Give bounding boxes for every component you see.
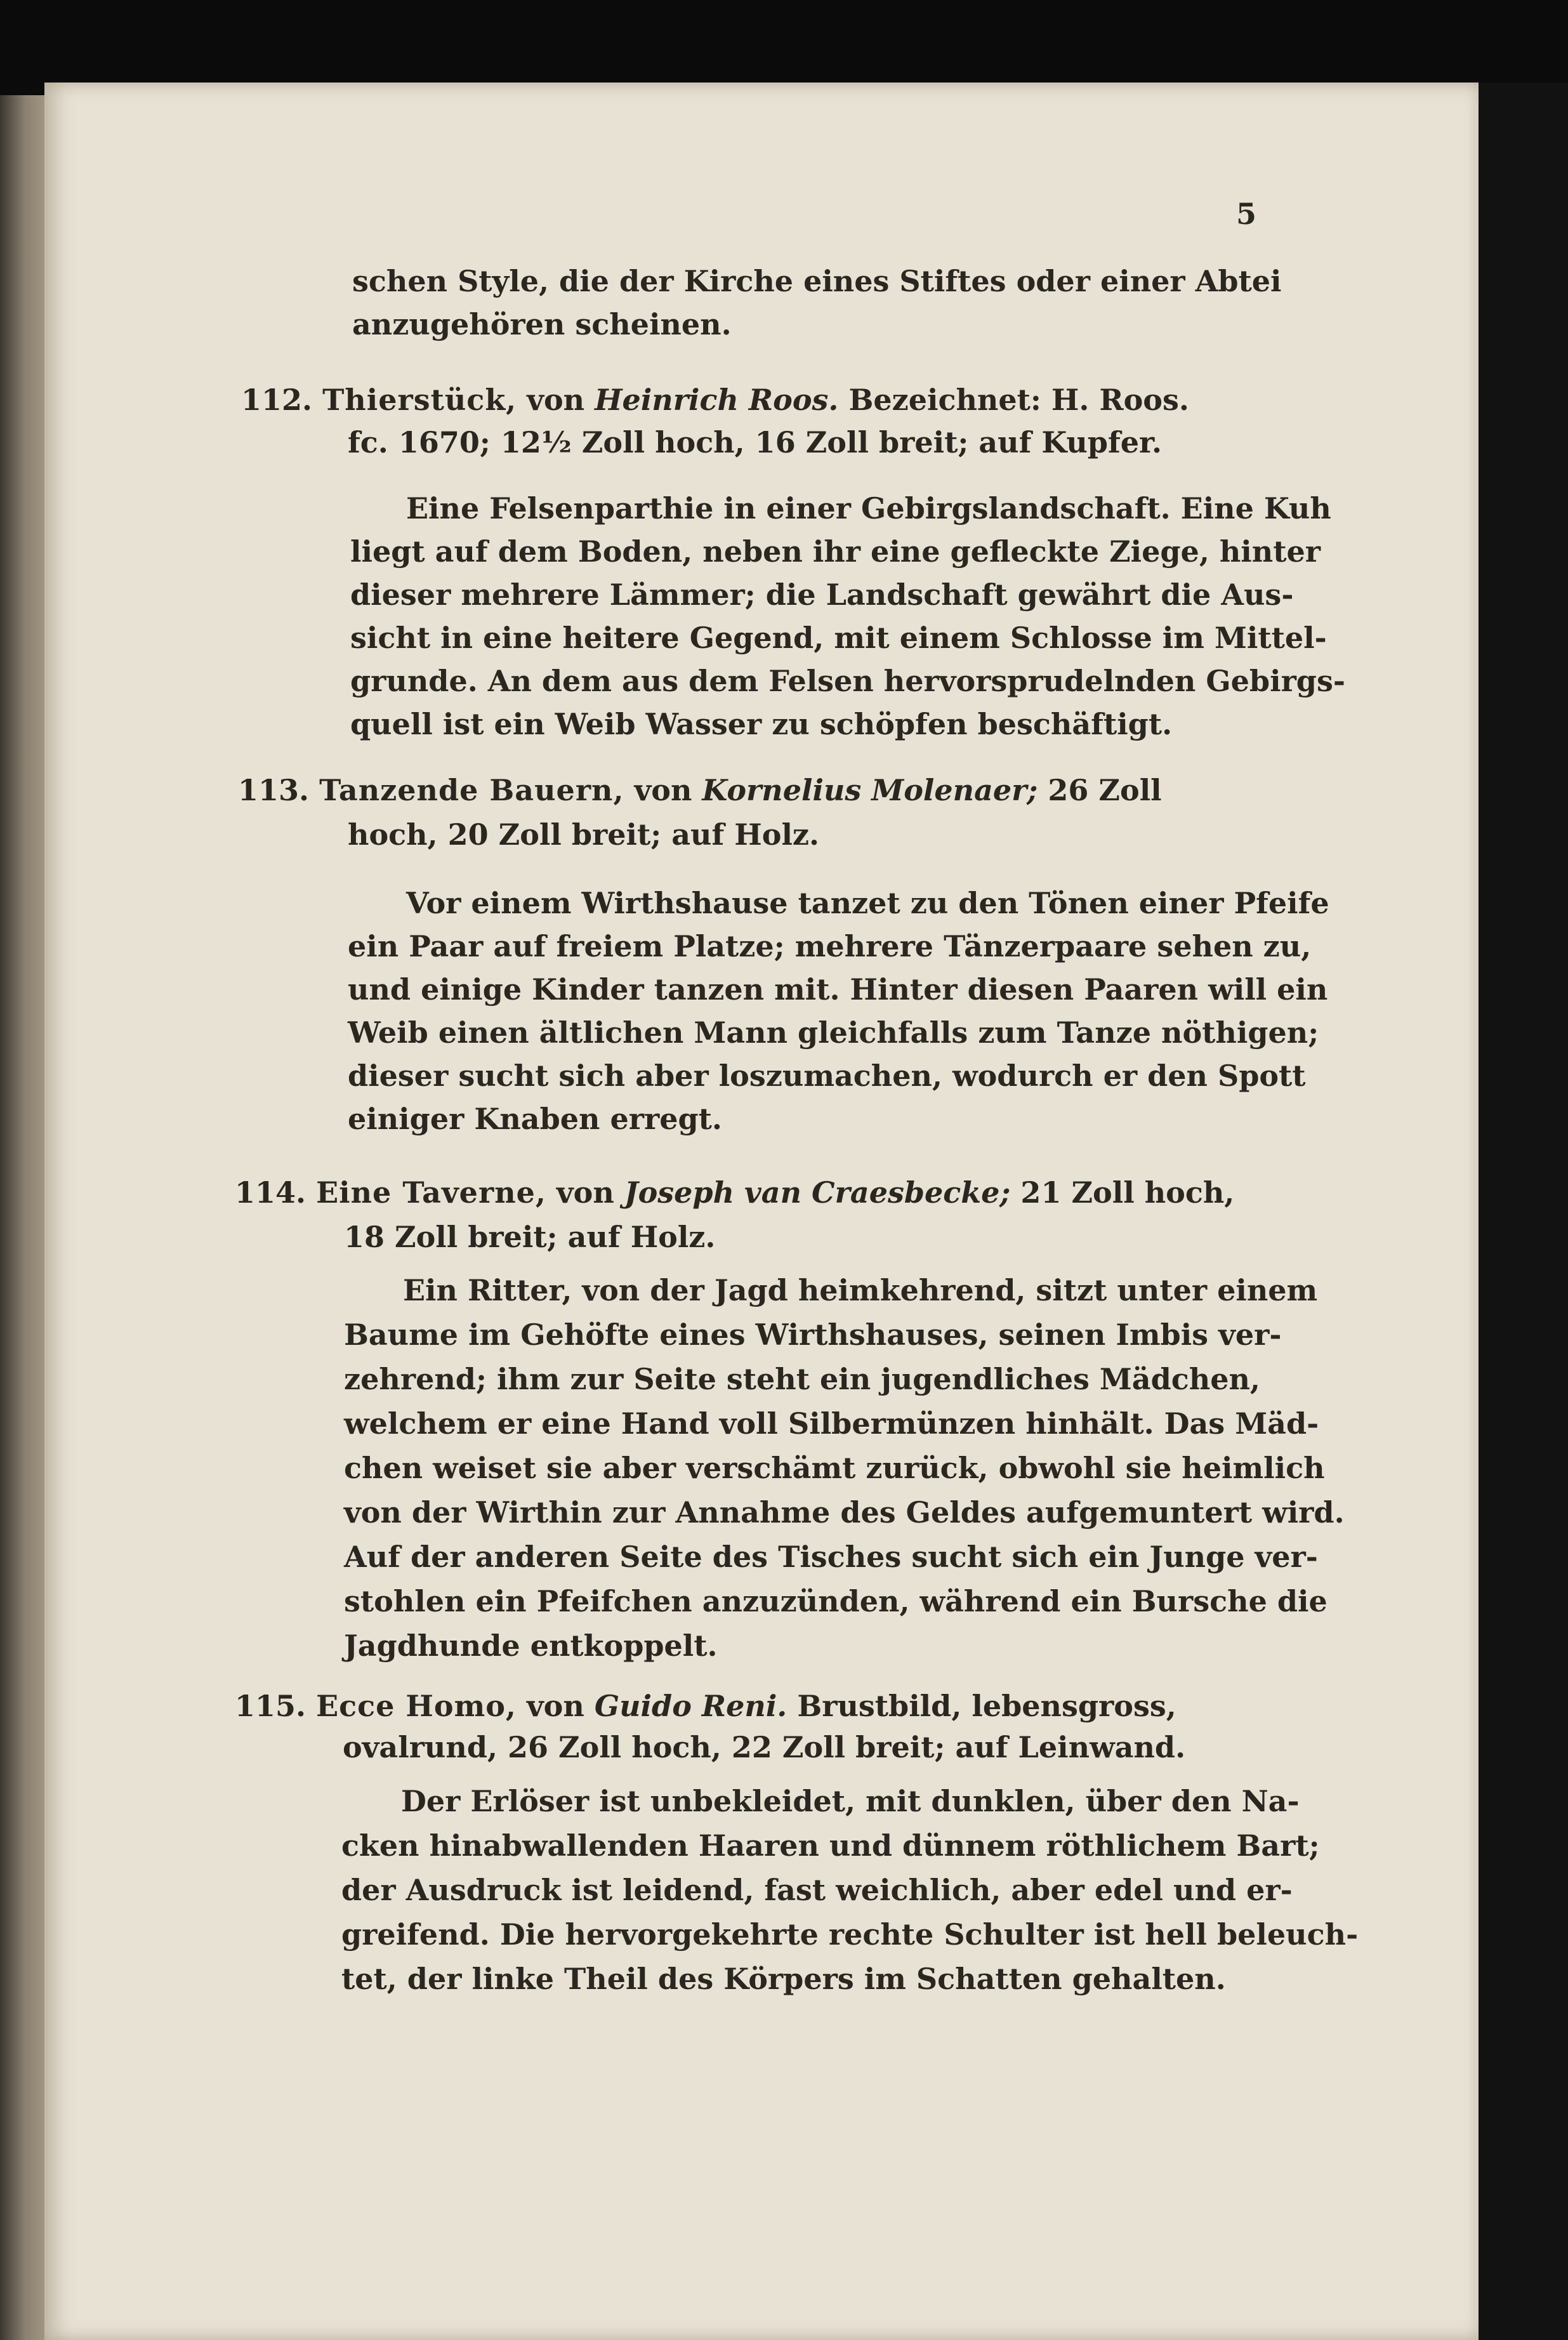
entry-body-line: sicht in eine heitere Gegend, mit einem Schlosse im Mittel- <box>350 621 1327 655</box>
entry-number: 114. <box>235 1175 306 1210</box>
entry-artist: Heinrich Roos. <box>595 383 839 417</box>
entry-title: Tanzende Bauern, <box>319 773 624 807</box>
entry-body-line: zehrend; ihm zur Seite steht ein jugendliches Mädchen, <box>344 1362 1260 1396</box>
entry-by: von <box>517 383 595 417</box>
book-cover-edge <box>1479 83 1568 2340</box>
entry-body-line: chen weiset sie aber verschämt zurück, obwohl sie heimlich <box>344 1451 1325 1485</box>
entry-number: 115. <box>235 1689 306 1723</box>
entry-by: von <box>546 1175 624 1210</box>
page-number: 5 <box>1236 197 1257 231</box>
entry-body-line: der Ausdruck ist leidend, fast weichlich, aber edel und er- <box>341 1873 1293 1907</box>
entry-body-line: einiger Knaben erregt. <box>348 1102 722 1136</box>
entry-body-line: Ein Ritter, von der Jagd heimkehrend, sitzt unter einem <box>403 1273 1318 1307</box>
intro-line: schen Style, die der Kirche eines Stiftes oder einer Abtei <box>352 264 1282 298</box>
entry-body-line: cken hinabwallenden Haaren und dünnem röthlichem Bart; <box>341 1828 1320 1863</box>
entry-number: 113. <box>238 773 310 807</box>
entry-artist: Guido Reni. <box>594 1689 787 1723</box>
entry-body-line: dieser mehrere Lämmer; die Landschaft gewährt die Aus- <box>350 578 1294 612</box>
entry-body-line: von der Wirthin zur Annahme des Geldes aufgemuntert wird. <box>344 1495 1345 1530</box>
page-paper <box>44 83 1479 2340</box>
entry-head-line: ovalrund, 26 Zoll hoch, 22 Zoll breit; auf Leinwand. <box>343 1730 1186 1764</box>
entry-body-line: stohlen ein Pfeifchen anzuzünden, während ein Bursche die <box>344 1584 1328 1618</box>
entry-body-line: greifend. Die hervorgekehrte rechte Schulter ist hell beleuch- <box>341 1917 1359 1952</box>
entry-title: Eine Taverne, <box>316 1175 546 1210</box>
entry-head-line: fc. 1670; 12½ Zoll hoch, 16 Zoll breit; auf Kupfer. <box>348 425 1163 459</box>
entry-title: Thierstück, <box>322 383 517 417</box>
entry-body-line: Vor einem Wirthshause tanzet zu den Tönen einer Pfeife <box>406 886 1329 920</box>
entry-body-line: welchem er eine Hand voll Silbermünzen hinhält. Das Mäd- <box>344 1406 1319 1441</box>
entry-head-rest: Bezeichnet: H. Roos. <box>838 383 1189 417</box>
entry-head-rest: 21 Zoll hoch, <box>1010 1175 1235 1210</box>
entry-title: Ecce Homo, <box>316 1689 517 1723</box>
entry-number: 112. <box>241 383 313 417</box>
entry-head <box>235 1691 1250 1721</box>
entry-body-line: tet, der linke Theil des Körpers im Schatten gehalten. <box>341 1962 1226 1996</box>
entry-body-line: Jagdhunde entkoppelt. <box>344 1629 718 1663</box>
entry-body-line: Baume im Gehöfte eines Wirthshauses, seinen Imbis ver- <box>344 1318 1282 1352</box>
entry-body-line: Weib einen ältlichen Mann gleichfalls zum Tanze nöthigen; <box>348 1015 1319 1050</box>
entry-body-line: Eine Felsenparthie in einer Gebirgslandschaft. Eine Kuh <box>406 491 1331 526</box>
entry-head-rest: Brustbild, lebensgross, <box>787 1689 1176 1723</box>
intro-line: anzugehören scheinen. <box>352 307 732 341</box>
entry-head <box>238 773 1256 807</box>
entry-body-line: dieser sucht sich aber loszumachen, wodurch er den Spott <box>348 1059 1306 1093</box>
entry-body-line: Auf der anderen Seite des Tisches sucht sich ein Junge ver- <box>344 1540 1318 1574</box>
entry-head-line: hoch, 20 Zoll breit; auf Holz. <box>348 817 820 852</box>
entry-body-line: quell ist ein Weib Wasser zu schöpfen beschäftigt. <box>350 707 1173 741</box>
entry-body-line: Der Erlöser ist unbekleidet, mit dunklen, über den Na- <box>401 1784 1300 1818</box>
entry-body-line: grunde. An dem aus dem Felsen hervorsprudelnden Gebirgs- <box>350 664 1345 698</box>
entry-head-rest: 26 Zoll <box>1038 773 1162 807</box>
entry-body-line: ein Paar auf freiem Platze; mehrere Tänzerpaare sehen zu, <box>348 929 1312 963</box>
entry-body-line: und einige Kinder tanzen mit. Hinter diesen Paaren will ein <box>348 972 1328 1007</box>
entry-head-line: 18 Zoll breit; auf Holz. <box>344 1220 716 1254</box>
entry-artist: Joseph van Craesbecke; <box>624 1175 1011 1210</box>
entry-artist: Kornelius Molenaer; <box>702 773 1038 807</box>
entry-by: von <box>516 1689 595 1723</box>
entry-head <box>235 1175 1253 1210</box>
entry-body-line: liegt auf dem Boden, neben ihr eine gefleckte Ziege, hinter <box>350 534 1321 569</box>
entry-head <box>241 383 1256 417</box>
entry-by: von <box>624 773 702 807</box>
